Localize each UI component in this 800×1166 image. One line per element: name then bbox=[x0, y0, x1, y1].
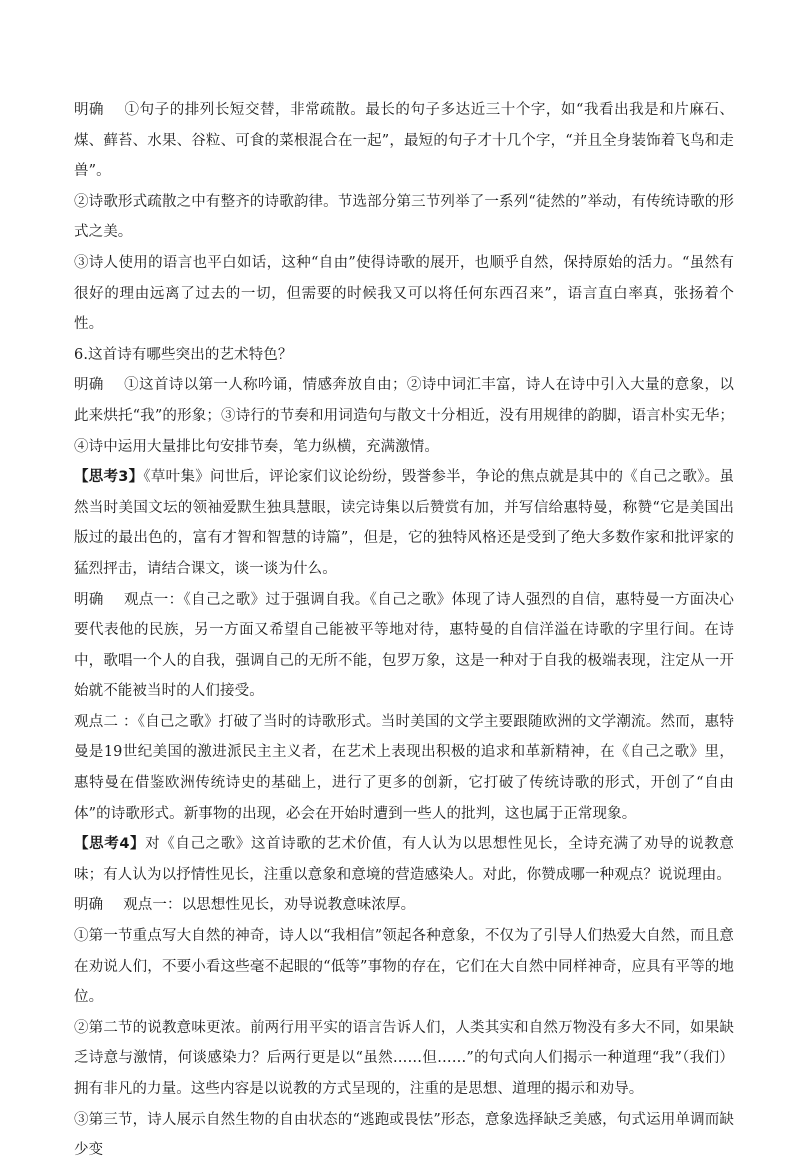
paragraph-text: 对《自己之歌》这首诗歌的艺术价值，有人认为以思想性见长，全诗充满了劝导的说教意味；有人认为以抒情性见长，注重以意象和意境的营造感染人。对此，你赞成哪一种观点？说说理由。 bbox=[74, 836, 734, 883]
answer-label: 明确 bbox=[74, 897, 104, 914]
paragraph-text: ①这首诗以第一人称吟诵，情感奔放自由；②诗中词汇丰富，诗人在诗中引入大量的意象，以此来烘托“我”的形象；③诗行的节奏和用词造句与散文十分相近，没有用规律的韵脚，语言朴实无华；④诗中运用大量排比句安排节奏，笔力纵横，充满激情。 bbox=[74, 377, 734, 455]
think-label: 【思考4】 bbox=[74, 836, 146, 853]
paragraph-10 bbox=[74, 890, 734, 921]
question-text: 6.这首诗有哪些突出的艺术特色？ bbox=[74, 346, 293, 363]
answer-label: 明确 bbox=[74, 102, 105, 118]
paragraph-text: 《草叶集》问世后，评论家们议论纷纷，毁誉参半，争论的焦点就是其中的《自己之歌》。虽然当时美国文坛的领袖爱默生独具慧眼，读完诗集以后赞赏有加，并写信给惠特曼，称赞“它是美国出版过的最出色的，富有才智和智慧的诗篇”，但是，它的独特风格还是受到了绝大多数作家和批评家的猛烈抨击，请结合课文，谈一谈为什么。 bbox=[74, 469, 734, 577]
question-6 bbox=[74, 340, 734, 371]
paragraph-11 bbox=[74, 921, 734, 1013]
answer-label: 明确 bbox=[74, 591, 104, 608]
paragraph-12 bbox=[74, 1013, 734, 1105]
think-3 bbox=[74, 462, 734, 584]
paragraph-2 bbox=[74, 187, 734, 248]
paragraph-13 bbox=[74, 1105, 734, 1166]
paragraph-text: ③第三节，诗人展示自然生物的自由状态的“逃跑或畏怯”形态，意象选择缺乏美感，句式运用单调而缺少变 bbox=[74, 1111, 734, 1159]
answer-label: 明确 bbox=[74, 377, 104, 394]
paragraph-text: ①句子的排列长短交替，非常疏散。最长的句子多达近三十个字，如“我看出我是和片麻石、煤、藓苔、水果、谷粒、可食的菜根混合在一起”，最短的句子才十几个字，“并且全身装饰着飞鸟和走兽”。 bbox=[74, 102, 735, 180]
think-label: 【思考3】 bbox=[74, 469, 144, 486]
think-4 bbox=[74, 829, 734, 890]
document-page bbox=[74, 95, 734, 1166]
paragraph-text: 观点一：《自己之歌》过于强调自我。《自己之歌》体现了诗人强烈的自信，惠特曼一方面决心要代表他的民族，另一方面又希望自己能被平等地对待，惠特曼的自信洋溢在诗歌的字里行间。在诗中，歌唱一个人的自我，强调自己的无所不能，包罗万象，这是一种对于自我的极端表现，注定从一开始就不能被当时的人们接受。 bbox=[74, 591, 734, 700]
paragraph-7 bbox=[74, 585, 734, 707]
paragraph-text: 观点二 ：《自己之歌》打破了当时的诗歌形式。当时美国的文学主要跟随欧洲的文学潮流。然而，惠特曼是19世纪美国的激进派民主主义者，在艺术上表现出积极的追求和革新精神，在《自己之歌》里，惠特曼在借鉴欧洲传统诗史的基础上，进行了更多的创新，它打破了传统诗歌的形式，开创了“自由体”的诗歌形式。新事物的出现，必会在开始时遭到一些人的批判，这也属于正常现象。 bbox=[74, 713, 734, 822]
paragraph-3 bbox=[74, 248, 734, 340]
paragraph-8 bbox=[74, 707, 734, 829]
paragraph-1 bbox=[74, 95, 734, 187]
paragraph-5 bbox=[74, 370, 734, 462]
paragraph-text: ①第一节重点写大自然的神奇，诗人以“我相信”领起各种意象，不仅为了引导人们热爱大自然，而且意在劝说人们，不要小看这些毫不起眼的“低等”事物的存在，它们在大自然中同样神奇，应具有平等的地位。 bbox=[74, 928, 734, 1006]
paragraph-text: ②第二节的说教意味更浓。前两行用平实的语言告诉人们，人类其实和自然万物没有多大不同，如果缺乏诗意与激情，何谈感染力？后两行更是以“虽然……但……”的句式向人们揭示一种道理“我”（我们）拥有非凡的力量。这些内容是以说教的方式呈现的，注重的是思想、道理的揭示和劝导。 bbox=[74, 1019, 734, 1097]
paragraph-text: ③诗人使用的语言也平白如话，这种“自由”使得诗歌的展开，也顺乎自然，保持原始的活力。“虽然有很好的理由远离了过去的一切，但需要的时候我又可以将任何东西召来”，语言直白率真，张扬着个性。 bbox=[74, 254, 734, 333]
paragraph-text: 观点一：以思想性见长，劝导说教意味浓厚。 bbox=[123, 897, 416, 914]
paragraph-text: ②诗歌形式疏散之中有整齐的诗歌韵律。节选部分第三节列举了一系列“徒然的”举动，有传统诗歌的形式之美。 bbox=[74, 193, 734, 241]
